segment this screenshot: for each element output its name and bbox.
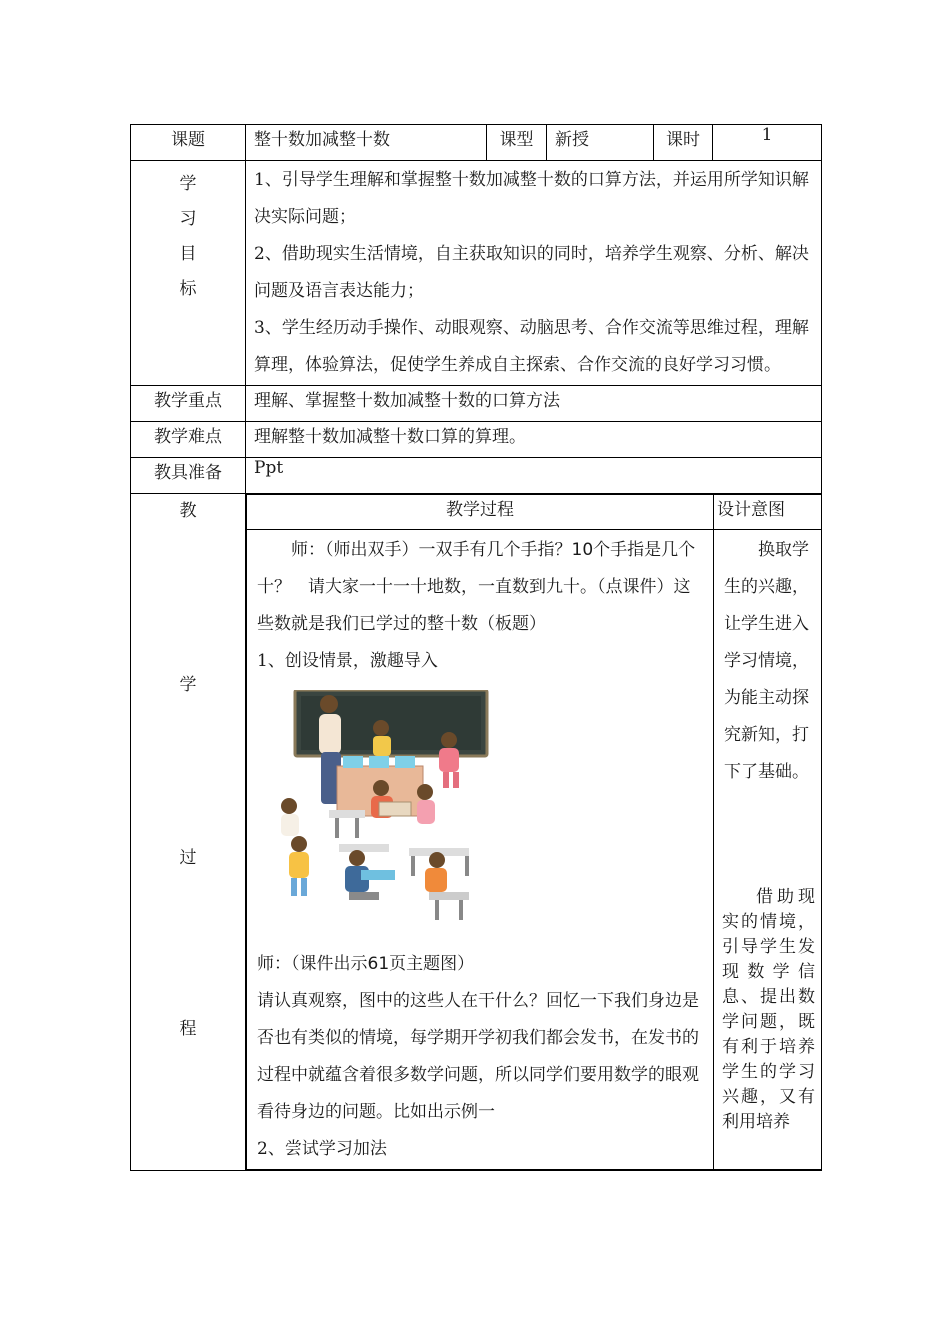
process-inner-table xyxy=(246,494,822,1170)
process-header-row xyxy=(247,495,822,530)
intent-note-1: 换取学生的兴趣，让学生进入学习情境，为能主动探究新知，打下了基础。 xyxy=(724,540,809,782)
tools-row xyxy=(131,458,822,494)
goals-row xyxy=(131,161,822,386)
goal-item: 2、借助现实生活情境，自主获取知识的同时，培养学生观察、分析、解决问题及语言表达能力； xyxy=(254,244,809,301)
process-main-header: 教学过程 xyxy=(247,495,714,530)
observe-paragraph: 请认真观察，图中的这些人在干什么？回忆一下我们身边是否也有类似的情境，每学期开学初我们都会发书，在发书的过程中就蕴含着很多数学问题，所以同学们要用数学的眼观看待身边的问题。比如出示例一 xyxy=(257,991,699,1122)
goals-label-char: 学 xyxy=(179,174,197,194)
goals-label-char: 标 xyxy=(179,279,197,299)
process-label-char: 过 xyxy=(179,848,197,868)
header-row xyxy=(131,125,822,161)
process-intent-header: 设计意图 xyxy=(714,495,822,530)
process-label-char: 学 xyxy=(179,675,197,695)
process-label xyxy=(131,494,246,1171)
key-point-value: 理解、掌握整十数加减整十数的口算方法 xyxy=(246,386,822,422)
type-value: 新授 xyxy=(547,125,654,161)
intent-note-2: 借助现实的情境，引导学生发现数学信息、提出数学问题，既有利于培养学生的学习兴趣，又有利用培养 xyxy=(722,887,815,1132)
classroom-illustration-icon xyxy=(279,690,491,922)
goals-content xyxy=(246,161,822,386)
hours-value: 1 xyxy=(713,125,822,161)
goal-item: 3、学生经历动手操作、动眼观察、动脑思考、合作交流等思维过程，理解算理，体验算法，促使学生养成自主探索、合作交流的良好学习习惯。 xyxy=(254,318,809,375)
hours-label: 课时 xyxy=(654,125,713,161)
key-point-row xyxy=(131,386,822,422)
process-body-row xyxy=(247,530,822,1170)
process-content xyxy=(246,494,822,1171)
difficulty-label: 教学难点 xyxy=(131,422,246,458)
goals-label-char: 目 xyxy=(179,244,197,264)
topic-label: 课题 xyxy=(131,125,246,161)
process-main-body xyxy=(247,530,714,1170)
process-label-char: 程 xyxy=(179,1019,197,1039)
tools-label: 教具准备 xyxy=(131,458,246,494)
goals-label-char: 习 xyxy=(179,209,197,229)
step-1-heading: 1、创设情景，激趣导入 xyxy=(257,651,438,671)
goal-item: 1、引导学生理解和掌握整十数加减整十数的口算方法，并运用所学知识解决实际问题； xyxy=(254,170,809,227)
process-intent-body xyxy=(714,530,822,1170)
lesson-plan-table xyxy=(130,124,822,1171)
key-point-label: 教学重点 xyxy=(131,386,246,422)
process-row xyxy=(131,494,822,1171)
teacher-line: 师：（课件出示61页主题图） xyxy=(257,954,475,974)
tools-value: Ppt xyxy=(246,458,822,494)
type-label: 课型 xyxy=(487,125,547,161)
topic-value: 整十数加减整十数 xyxy=(246,125,487,161)
intro-paragraph: 师：（师出双手）一双手有几个手指？10个手指是几个十？ 请大家一十一十地数，一直数到九十。（点课件）这些数就是我们已学过的整十数（板题） xyxy=(257,540,696,634)
step-2-heading: 2、尝试学习加法 xyxy=(257,1139,387,1159)
difficulty-row xyxy=(131,422,822,458)
difficulty-value: 理解整十数加减整十数口算的算理。 xyxy=(246,422,822,458)
goals-label xyxy=(131,161,246,386)
process-label-char: 教 xyxy=(179,501,197,521)
